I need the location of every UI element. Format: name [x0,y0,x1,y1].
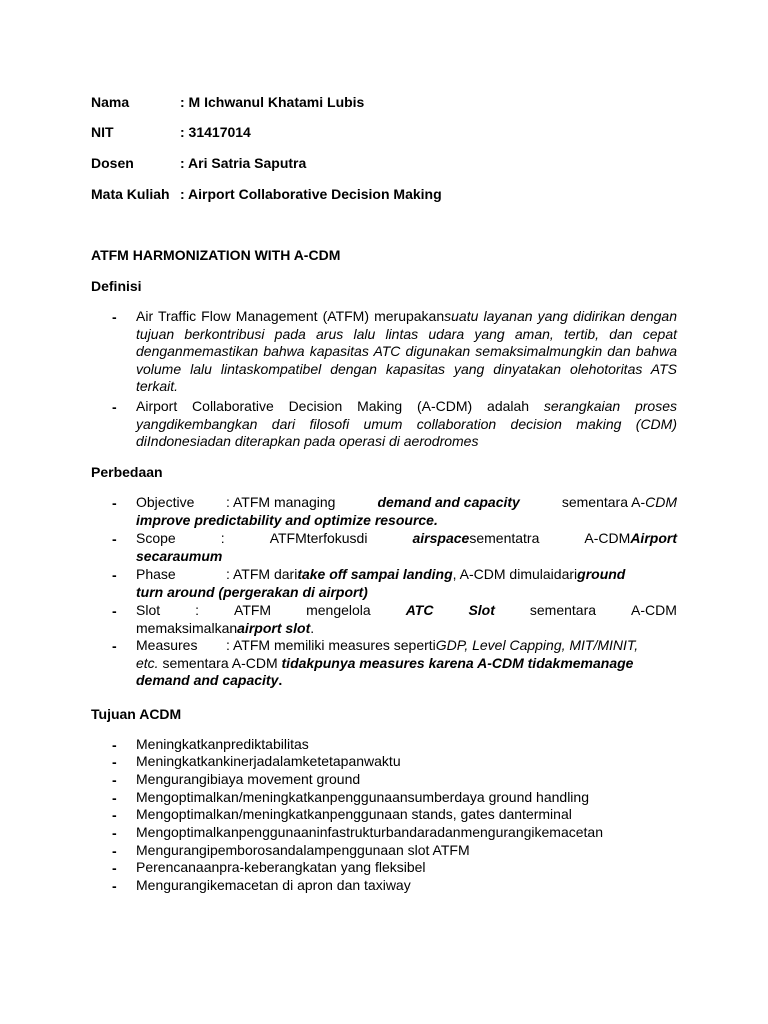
dosen-label: Dosen [91,155,134,171]
bullet-dash: - [112,843,117,859]
nama-value: : M Ichwanul Khatami Lubis [180,94,365,110]
bullet-dash: - [112,495,117,511]
perbedaan-objective: Objective : ATFM managing demand and capacity sementara A-CDM improve predictability and optimize resource. [136,494,677,528]
bullet-dash: - [112,567,117,583]
definisi-item-atfm: Air Traffic Flow Management (ATFM) merupakansuatu layanan yang didirikan dengan tujuan berkontribusi pada arus lalu lintas udara yang aman, tertib, dan cepat denganmemastikan bahwa kapasitas ATC digunakan semaksimalmungkin dan bahwa volume lalu lintaskompatibel dengan kapasitas yang dinyatakan olehotoritas ATS terkait. [136,308,677,395]
nama-label: Nama [91,94,130,110]
bullet-dash: - [112,531,117,547]
bullet-dash: - [112,772,117,788]
list-item: Mengurangibiaya movement ground [136,771,361,787]
bullet-dash: - [112,754,117,770]
perbedaan-measures: Measures : ATFM memiliki measures sepertiGDP, Level Capping, MIT/MINIT, etc. sementara A-CDM tidakpunya measures karena A-CDM tidakmemanage demand and capacity. [136,637,639,689]
tujuan-heading: Tujuan ACDM [91,706,182,722]
list-item: Mengurangikemacetan di apron dan taxiway [136,877,411,893]
perbedaan-heading: Perbedaan [91,464,163,480]
list-item: Mengoptimalkan/meningkatkanpenggunaansumberdaya ground handling [136,789,589,805]
perbedaan-slot: Slot : ATFM mengelola ATC Slot sementara A-CDM memaksimalkanairport slot. [136,602,677,636]
perbedaan-scope: Scope : ATFMterfokusdi airspacesementatra A-CDMAirport secaraumum [136,530,677,564]
bullet-dash: - [112,807,117,823]
document-title: ATFM HARMONIZATION WITH A-CDM [91,247,341,263]
definisi-item-acdm: Airport Collaborative Decision Making (A-CDM) adalah serangkaian proses yangdikembangkan dari filosofi umum collaboration decision making (CDM) diIndonesiadan diterapkan pada operasi di aerodromes [136,398,677,450]
list-item: Mengoptimalkanpenggunaaninfastrukturbandaradanmengurangikemacetan [136,824,603,840]
bullet-dash: - [112,309,117,325]
bullet-dash: - [112,603,117,619]
matakuliah-value: : Airport Collaborative Decision Making [180,186,442,202]
bullet-dash: - [112,790,117,806]
matakuliah-label: Mata Kuliah [91,186,170,202]
perbedaan-phase: Phase : ATFM daritake off sampai landing, A-CDM dimulaidariground turn around (pergerakan di airport) [136,566,626,600]
bullet-dash: - [112,860,117,876]
list-item: Meningkatkanprediktabilitas [136,736,309,752]
bullet-dash: - [112,737,117,753]
list-item: Meningkatkankinerjadalamketetapanwaktu [136,753,401,769]
bullet-dash: - [112,825,117,841]
list-item: Mengurangipemborosandalampenggunaan slot ATFM [136,842,470,858]
list-item: Mengoptimalkan/meningkatkanpenggunaan stands, gates danterminal [136,806,572,822]
definisi-heading: Definisi [91,278,142,294]
bullet-dash: - [112,638,117,654]
bullet-dash: - [112,878,117,894]
dosen-value: : Ari Satria Saputra [180,155,307,171]
nit-label: NIT [91,124,114,140]
list-item: Perencanaanpra-keberangkatan yang fleksibel [136,859,426,875]
nit-value: : 31417014 [180,124,251,140]
bullet-dash: - [112,399,117,415]
